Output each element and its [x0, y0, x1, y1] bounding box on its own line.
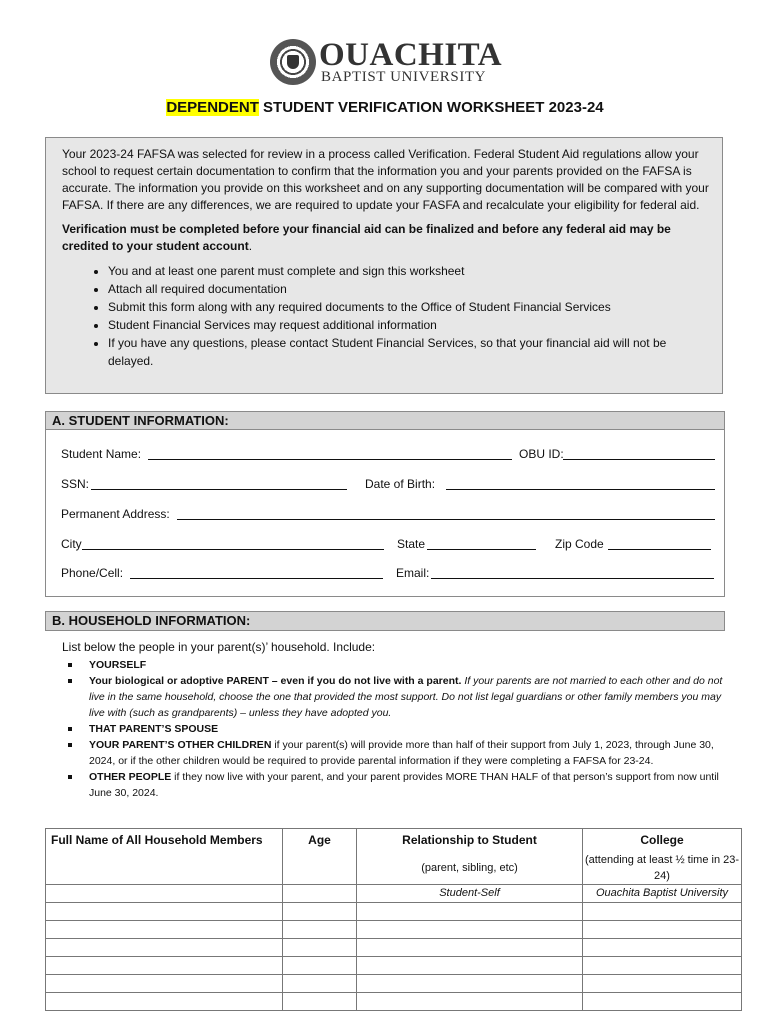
col-header-name: Full Name of All Household Members	[46, 829, 283, 885]
state-label: State	[397, 537, 426, 551]
item-bold: YOUR PARENT’S OTHER CHILDREN	[89, 739, 272, 751]
city-field[interactable]	[82, 549, 384, 550]
age-cell[interactable]	[283, 938, 357, 956]
phone-field[interactable]	[130, 578, 383, 579]
list-item: • Submit this form along with any required documents to the Office of Student Financial Services	[108, 298, 714, 316]
age-cell[interactable]	[283, 884, 357, 902]
item-bold: YOURSELF	[89, 659, 147, 671]
col-subheader-college: (attending at least ½ time in 23-24)	[583, 852, 742, 885]
age-cell[interactable]	[283, 974, 357, 992]
table-row	[46, 884, 742, 902]
col-header-college: College	[583, 829, 742, 852]
phone-label: Phone/Cell:	[61, 566, 124, 580]
relationship-cell[interactable]	[357, 920, 583, 938]
page-title	[0, 99, 770, 117]
zip-label: Zip Code	[555, 537, 604, 551]
name-cell[interactable]	[46, 938, 283, 956]
intro-bullet-list	[62, 262, 714, 370]
name-cell[interactable]	[46, 920, 283, 938]
relationship-cell[interactable]	[357, 902, 583, 920]
table-row	[46, 938, 742, 956]
college-cell: Ouachita Baptist University	[583, 884, 742, 902]
name-cell[interactable]	[46, 992, 283, 1010]
student-info-section	[45, 411, 725, 597]
intro-box	[45, 137, 723, 394]
dob-field[interactable]	[446, 489, 715, 490]
item-bold: Your biological or adoptive PARENT – even if you do not live with a parent.	[89, 675, 462, 687]
table-row	[46, 920, 742, 938]
ssn-field[interactable]	[91, 489, 347, 490]
college-cell[interactable]	[583, 956, 742, 974]
relationship-cell[interactable]	[357, 992, 583, 1010]
address-field[interactable]	[177, 519, 715, 520]
list-item: • Student Financial Services may request additional information	[108, 316, 714, 334]
household-info-heading: B. HOUSEHOLD INFORMATION:	[45, 611, 725, 631]
list-item	[62, 769, 730, 801]
relationship-cell[interactable]	[357, 956, 583, 974]
list-item: • Attach all required documentation	[108, 280, 714, 298]
relationship-cell[interactable]	[357, 938, 583, 956]
household-members-table	[45, 828, 742, 1011]
title-highlight: DEPENDENT	[166, 99, 259, 116]
list-item	[62, 657, 730, 673]
list-item: • You and at least one parent must complete and sign this worksheet	[108, 262, 714, 280]
item-bold: OTHER PEOPLE	[89, 771, 172, 783]
name-cell[interactable]	[46, 956, 283, 974]
obu-id-field[interactable]	[563, 459, 715, 460]
intro-paragraph: Your 2023-24 FAFSA was selected for review in a process called Verification. Federal Student Aid regulations allow your school to request certain documentation to confirm that the information you and your parents provided on the FAFSA is accurate. The information you provide on this worksheet and on any supporting documentation will be compared with your FAFSA. If there are any differences, we are required to update your FASFA and recalculate your eligibility for federal aid.	[62, 147, 709, 212]
household-include-list	[62, 657, 730, 801]
email-field[interactable]	[431, 578, 714, 579]
table-row	[46, 902, 742, 920]
name-cell[interactable]	[46, 902, 283, 920]
bold-note-end: .	[248, 239, 253, 253]
dob-label: Date of Birth:	[365, 477, 436, 491]
age-cell[interactable]	[283, 920, 357, 938]
student-name-field[interactable]	[148, 459, 512, 460]
intro-bold-note	[62, 221, 714, 255]
table-row	[46, 956, 742, 974]
ssn-label: SSN:	[61, 477, 90, 491]
logo-subtitle: BAPTIST UNIVERSITY	[321, 69, 487, 85]
list-item	[62, 673, 730, 721]
item-text: if your parent(s) will provide more than half of their support from July 1, 2023, through June 30, 2024, or if the other children would be required to provide parental information if they were completing a FAFSA for 23-24.	[89, 739, 714, 767]
age-cell[interactable]	[283, 956, 357, 974]
university-logo	[270, 37, 503, 88]
zip-field[interactable]	[608, 549, 711, 550]
title-rest: STUDENT VERIFICATION WORKSHEET 2023-24	[258, 99, 604, 116]
col-header-relationship: Relationship to Student	[357, 829, 583, 852]
university-seal-icon	[270, 39, 316, 85]
item-bold: THAT PARENT’S SPOUSE	[89, 723, 219, 735]
col-header-age: Age	[283, 829, 357, 885]
relationship-cell[interactable]	[357, 974, 583, 992]
college-cell[interactable]	[583, 938, 742, 956]
table-row	[46, 992, 742, 1010]
student-name-label: Student Name:	[61, 447, 142, 461]
city-label: City	[61, 537, 82, 551]
name-cell[interactable]	[46, 974, 283, 992]
item-italic: If your parents are not married to each other and do not live in the same household, choose the one that provided the most support. Do not list legal guardians or other family members you may live with (such as grandparents) – unless they have adopted you.	[89, 675, 723, 719]
relationship-cell: Student-Self	[357, 884, 583, 902]
obu-id-label: OBU ID:	[519, 447, 564, 461]
list-item	[62, 737, 730, 769]
address-label: Permanent Address:	[61, 507, 170, 521]
college-cell[interactable]	[583, 992, 742, 1010]
age-cell[interactable]	[283, 902, 357, 920]
table-row	[46, 974, 742, 992]
student-info-heading: A. STUDENT INFORMATION:	[45, 411, 725, 430]
state-field[interactable]	[427, 549, 536, 550]
item-text: if they now live with your parent, and your parent provides MORE THAN HALF of that person’s support from now until June 30, 2024.	[89, 771, 719, 799]
college-cell[interactable]	[583, 974, 742, 992]
name-cell[interactable]	[46, 884, 283, 902]
bold-note-text: Verification must be completed before your financial aid can be finalized and before any federal aid may be credited to your student account	[62, 222, 671, 253]
email-label: Email:	[396, 566, 430, 580]
col-subheader-relationship: (parent, sibling, etc)	[357, 852, 583, 885]
college-cell[interactable]	[583, 920, 742, 938]
college-cell[interactable]	[583, 902, 742, 920]
list-item	[62, 721, 730, 737]
age-cell[interactable]	[283, 992, 357, 1010]
household-intro: List below the people in your parent(s)’ household. Include:	[62, 640, 376, 654]
list-item: • If you have any questions, please contact Student Financial Services, so that your financial aid will not be delayed.	[108, 334, 714, 370]
logo-name: OUACHITA	[319, 37, 503, 73]
